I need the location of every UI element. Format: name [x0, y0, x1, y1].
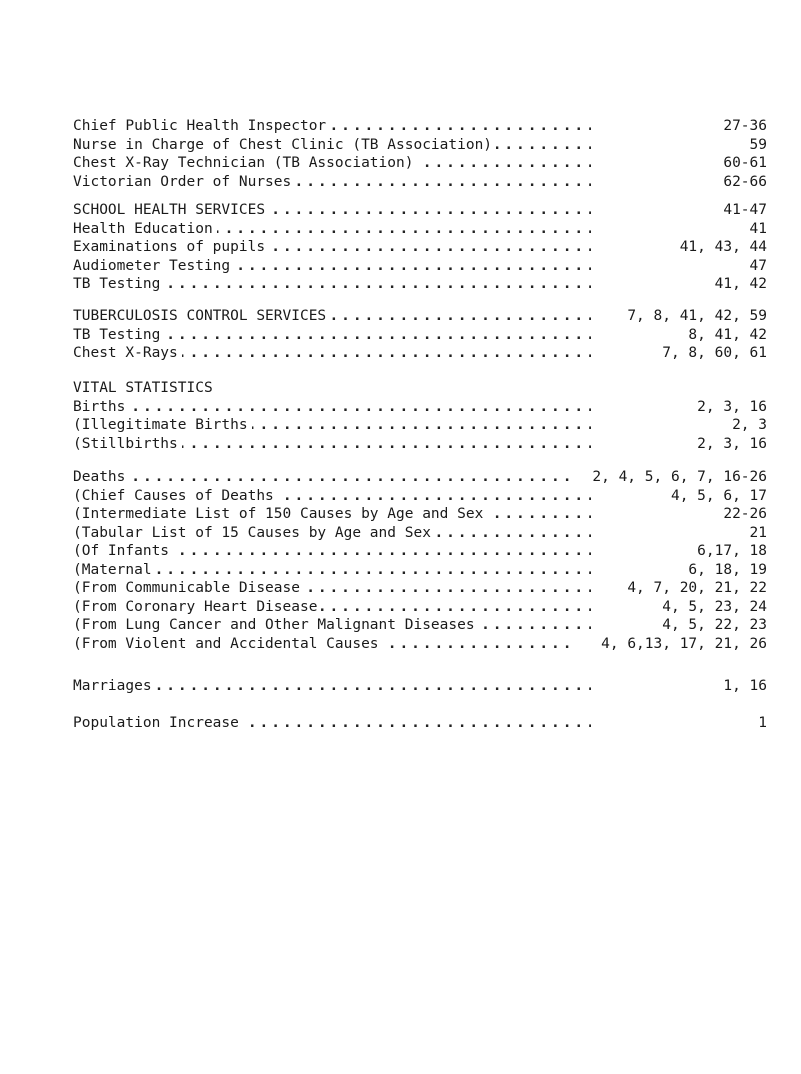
index-entry — [0, 117, 801, 136]
entry-pages: 21 — [746, 524, 767, 543]
index-entry — [0, 677, 801, 696]
index-entry — [0, 714, 801, 733]
entry-label: (From Coronary Heart Disease . . . — [73, 598, 591, 617]
index-entry — [0, 487, 801, 506]
entry-label: Examinations of pupils . . . — [73, 238, 591, 257]
index-entry — [0, 598, 801, 617]
entry-pages: 1, 16 — [719, 677, 767, 696]
index-entry — [0, 561, 801, 580]
vital-statistics-group — [0, 379, 801, 453]
entry-pages: 6, 18, 19 — [684, 561, 767, 580]
tuberculosis-group — [0, 307, 801, 363]
entry-label: Victorian Order of Nurses . . . — [73, 173, 591, 192]
entry-pages: 4, 7, 20, 21, 22 — [623, 579, 767, 598]
entry-pages: 41, 42 — [711, 275, 767, 294]
entry-label: Deaths . . . — [73, 468, 571, 487]
entry-label: SCHOOL HEALTH SERVICES . . . — [73, 201, 591, 220]
entry-label: Health Education . . . — [73, 220, 591, 239]
entry-pages: 41-47 — [719, 201, 767, 220]
section-heading: VITAL STATISTICS — [73, 379, 591, 398]
index-entry — [0, 542, 801, 561]
index-entry — [0, 579, 801, 598]
entry-label: Chief Public Health Inspector . . . — [73, 117, 591, 136]
entry-label: (Maternal . . . — [73, 561, 591, 580]
entry-label: Chest X-Ray Technician (TB Association) . . . — [73, 154, 591, 173]
index-heading — [0, 379, 801, 398]
entry-pages: 7, 8, 41, 42, 59 — [623, 307, 767, 326]
index-entry — [0, 524, 801, 543]
deaths-group — [0, 468, 801, 653]
entry-label: (From Lung Cancer and Other Malignant Diseases . . . — [73, 616, 591, 635]
entry-pages: 8, 41, 42 — [684, 326, 767, 345]
entry-pages: 41 — [746, 220, 767, 239]
entry-pages: 4, 5, 22, 23 — [658, 616, 767, 635]
index-entry — [0, 398, 801, 417]
index-entry — [0, 220, 801, 239]
entry-pages: 2, 4, 5, 6, 7, 16-26 — [588, 468, 767, 487]
entry-label: (Illegitimate Births . . . — [73, 416, 591, 435]
entry-label: (Stillbirths . . . — [73, 435, 591, 454]
entry-pages: 62-66 — [719, 173, 767, 192]
index-entry — [0, 136, 801, 155]
entry-label: (Tabular List of 15 Causes by Age and Sex . . . — [73, 524, 591, 543]
population-group — [0, 714, 801, 733]
index-heading-entry — [0, 307, 801, 326]
index-entry — [0, 154, 801, 173]
index-entry — [0, 326, 801, 345]
entry-pages: 2, 3, 16 — [693, 435, 767, 454]
entry-pages: 27-36 — [719, 117, 767, 136]
entry-label: Births . . . — [73, 398, 591, 417]
index-entry — [0, 468, 801, 487]
entry-label: Chest X-Rays . . . — [73, 344, 591, 363]
index-entry — [0, 257, 801, 276]
entry-pages: 22-26 — [719, 505, 767, 524]
index-heading-entry — [0, 201, 801, 220]
entry-label: (Intermediate List of 150 Causes by Age and Sex . . . — [73, 505, 591, 524]
marriages-group — [0, 677, 801, 696]
entry-pages: 1 — [754, 714, 767, 733]
entry-label: Audiometer Testing . . . — [73, 257, 591, 276]
entry-pages: 59 — [746, 136, 767, 155]
index-entry — [0, 344, 801, 363]
entry-pages: 41, 43, 44 — [676, 238, 767, 257]
entry-pages: 2, 3, 16 — [693, 398, 767, 417]
index-entry — [0, 275, 801, 294]
index-entry — [0, 505, 801, 524]
entry-label: (From Communicable Disease . . . — [73, 579, 591, 598]
index-entry — [0, 435, 801, 454]
entry-pages: 47 — [746, 257, 767, 276]
entry-label: (From Violent and Accidental Causes . . . — [73, 635, 571, 654]
entry-pages: 4, 5, 23, 24 — [658, 598, 767, 617]
school-health-group — [0, 201, 801, 294]
entry-label: Nurse in Charge of Chest Clinic (TB Association) . . . — [73, 136, 591, 155]
entry-label: Marriages . . . — [73, 677, 591, 696]
index-entry — [0, 616, 801, 635]
index-entry — [0, 238, 801, 257]
entry-pages: 4, 5, 6, 17 — [667, 487, 767, 506]
index-entry — [0, 635, 801, 654]
entry-label: Population Increase . . . — [73, 714, 591, 733]
entry-pages: 4, 6,13, 17, 21, 26 — [597, 635, 767, 654]
entry-pages: 6,17, 18 — [693, 542, 767, 561]
index-entry — [0, 173, 801, 192]
entry-pages: 60-61 — [719, 154, 767, 173]
entry-label: (Of Infants . . . — [73, 542, 591, 561]
entry-label: TB Testing . . . — [73, 275, 591, 294]
entry-label: TUBERCULOSIS CONTROL SERVICES . . . — [73, 307, 591, 326]
entry-pages: 7, 8, 60, 61 — [658, 344, 767, 363]
index-entry — [0, 416, 801, 435]
entry-pages: 2, 3 — [728, 416, 767, 435]
staff-group — [0, 117, 801, 191]
entry-label: (Chief Causes of Deaths . . . — [73, 487, 591, 506]
entry-label: TB Testing . . . — [73, 326, 591, 345]
